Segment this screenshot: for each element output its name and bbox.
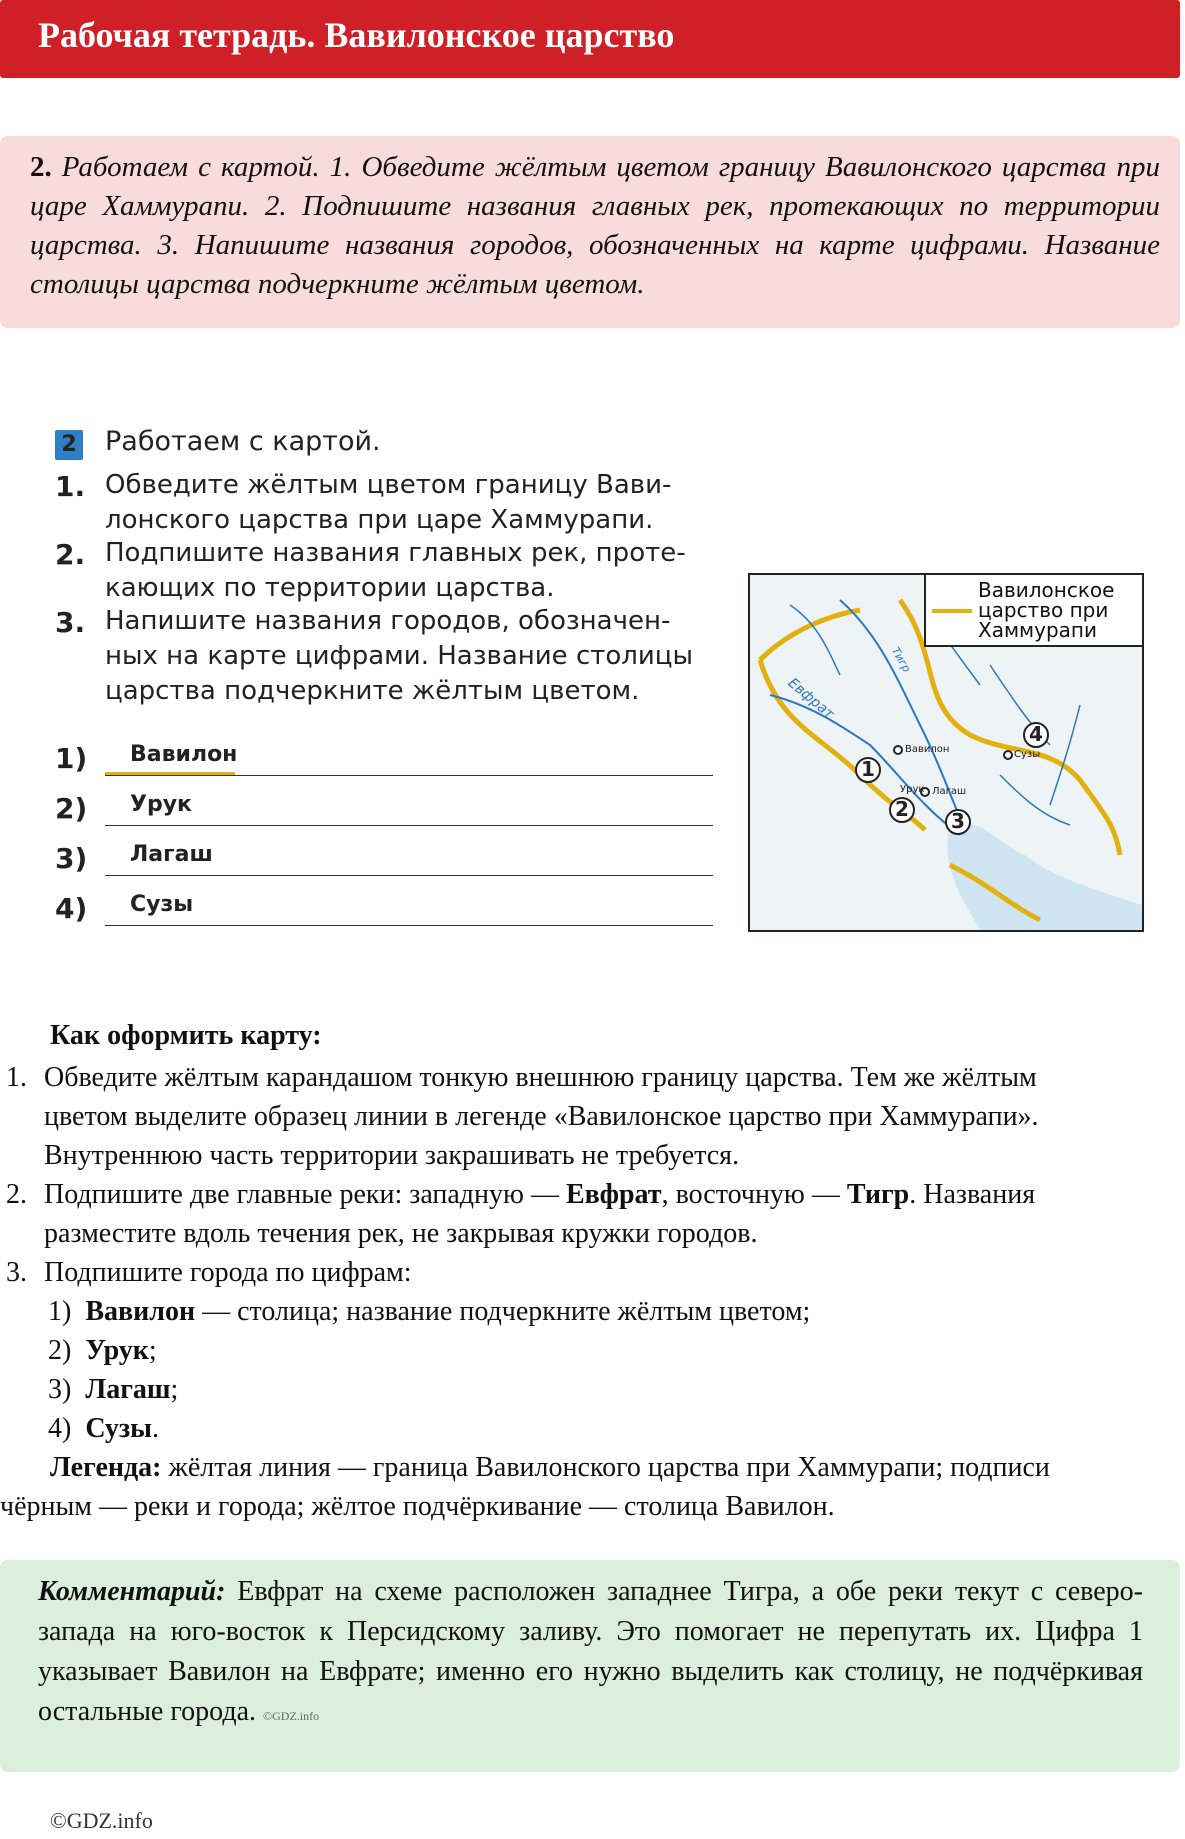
answer-line (105, 925, 713, 926)
answer-uruk: Урук (130, 792, 192, 817)
city-dot-babylon (894, 746, 902, 754)
persian-gulf (947, 823, 1142, 930)
item-text: Подпишите названия главных рек, проте- кающих по территории царства. (105, 538, 686, 603)
step-number: 1. (6, 1062, 27, 1093)
exercise-heading: Работаем с картой. (105, 426, 381, 457)
mesopotamia-map (748, 573, 1144, 932)
map-label-euphrates: Евфрат (784, 675, 837, 723)
comment-watermark: ©GDZ.info (263, 1709, 320, 1723)
answer-number: 3) (55, 842, 88, 875)
textbook-scan (0, 420, 1185, 960)
comment-box (0, 1560, 1180, 1772)
map-legend (924, 575, 1142, 647)
marker-2-label: 2 (895, 797, 909, 821)
footer-copyright: ©GDZ.info (50, 1808, 153, 1833)
city-dot-susa (1004, 751, 1012, 759)
answer-number: 4) (55, 892, 88, 925)
item-text: Напишите названия городов, обозначен- ных на карте цифрами. Название столицы царства подчеркните жёлтым цветом. (105, 606, 694, 706)
instructions-title: Как оформить карту: (50, 1020, 322, 1051)
map-label-babylon: Вавилон (905, 744, 950, 755)
page-header (0, 0, 1180, 78)
item-number: 1. (55, 470, 86, 503)
legend-text: Вавилонское царство при Хаммурапи (978, 578, 1115, 642)
map-label-lagash: Лагаш (932, 786, 967, 797)
step-2-text: Подпишите две главные реки: западную — Евфрат, восточную — Тигр. Названия разместите вдоль течения рек, не закрывая кружки городов. (44, 1179, 1036, 1249)
task-text (30, 148, 1160, 304)
legend-swatch (932, 609, 972, 613)
item-number: 3. (55, 606, 86, 639)
marker-1-label: 1 (861, 757, 875, 781)
task-body: Работаем с картой. 1. Обведите жёлтым цветом границу Вавилонского царства при царе Хаммурапи. 2. Подпишите названия главных рек, протекающих по территории царства. 3. Напишите названия городов, обозначенных на карте цифрами. Название столицы царства подчеркните жёлтым цветом. (30, 151, 1161, 300)
answer-line (105, 825, 713, 826)
exercise-number-badge: 2 (55, 430, 83, 460)
answer-number: 1) (55, 742, 88, 775)
step-1-text: Обведите жёлтым карандашом тонкую внешнюю границу царства. Тем же жёлтым цветом выделите образец линии в легенде «Вавилонское царство при Хаммурапи». Внутреннюю часть территории закрашивать не требуется. (44, 1062, 1039, 1171)
map-label-tigris: Тигр (888, 645, 914, 675)
step-number: 2. (6, 1179, 27, 1210)
marker-3-label: 3 (951, 809, 965, 833)
page-title: Рабочая тетрадь. Вавилонское царство (38, 15, 675, 55)
item-number: 2. (55, 538, 86, 571)
comment-text: Комментарий: Евфрат на схеме расположен западнее Тигра, а обе реки текут с северо-запада на юго-восток к Персидскому заливу. Это помогает не перепутать их. Цифра 1 указывает Вавилон на Евфрате; именно его нужно выделить как столицу, не подчёркивая остальные города. ©GDZ.info (38, 1576, 1143, 1727)
city-list: 1) Вавилон — столица; название подчеркните жёлтым цветом; 2) Урук; 3) Лагаш; 4) Сузы. (48, 1296, 811, 1444)
answer-line (105, 875, 713, 876)
answer-line (105, 775, 713, 776)
answer-number: 2) (55, 792, 88, 825)
marker-4-label: 4 (1029, 722, 1043, 746)
answer-babylon: Вавилон (130, 742, 238, 767)
legend-note: Легенда: жёлтая линия — граница Вавилонского царства при Хаммурапи; подписи чёрным — реки и города; жёлтое подчёркивание — столица Вавилон. (0, 1452, 1050, 1522)
answer-susa: Сузы (130, 892, 194, 917)
item-text: Обведите жёлтым цветом границу Вави- лонского царства при царе Хаммурапи. (105, 470, 672, 535)
step-3-text: Подпишите города по цифрам: (44, 1257, 412, 1288)
step-number: 3. (6, 1257, 27, 1288)
answer-lagash: Лагаш (130, 842, 213, 867)
task-box (0, 136, 1180, 328)
task-number: 2. (30, 151, 52, 183)
map-label-susa: Сузы (1014, 749, 1041, 760)
map-label-uruk: Урук (900, 784, 925, 795)
